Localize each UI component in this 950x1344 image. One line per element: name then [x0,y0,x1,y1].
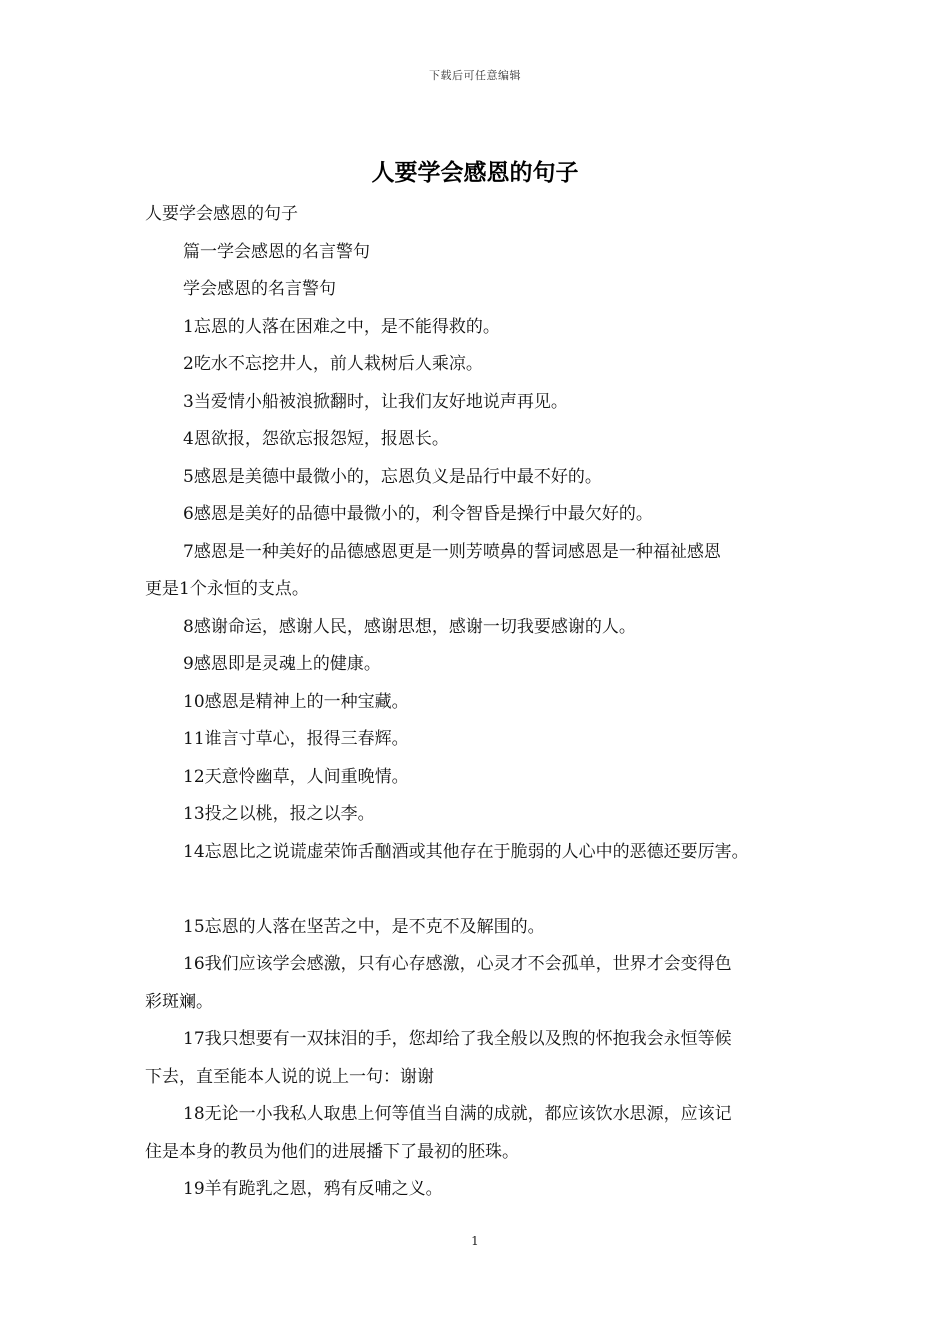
quote-item: 17我只想要有一双抹泪的手，您却给了我全般以及煦的怀抱我会永恒等候 [183,1029,732,1049]
quote-item: 3当爱情小船被浪掀翻时，让我们友好地说声再见。 [183,391,568,412]
quote-item: 5感恩是美德中最微小的，忘恩负义是品行中最不好的。 [183,466,602,487]
quote-item: 2吃水不忘挖井人，前人栽树后人乘凉。 [183,354,483,374]
quote-item-continuation: 更是1个永恒的支点。 [145,579,309,599]
quote-item: 4恩欲报，怨欲忘报怨短，报恩长。 [183,429,449,449]
document-body [145,196,810,1209]
quote-item: 12天意怜幽草，人间重晚情。 [183,766,409,787]
quote-item: 10感恩是精神上的一种宝藏。 [183,691,409,712]
quote-item: 1忘恩的人落在困难之中，是不能得救的。 [183,316,500,337]
quote-item-continuation: 彩斑斓。 [145,991,213,1012]
quote-item: 9感恩即是灵魂上的健康。 [183,654,381,674]
quote-item: 14忘恩比之说谎虚荣饰舌酗酒或其他存在于脆弱的人心中的恶德还要厉害。 [183,841,749,862]
page-header-note: 下载后可任意编辑 [429,69,521,82]
page-number: 1 [471,1234,479,1248]
quote-item: 13投之以桃，报之以李。 [183,804,375,824]
quote-item: 18无论一小我私人取患上何等值当自满的成就，都应该饮水思源，应该记 [183,1104,732,1124]
paragraph-subtitle: 人要学会感恩的句子 [145,204,298,224]
quote-item: 7感恩是一种美好的品德感恩更是一则芳喷鼻的誓词感恩是一种福祉感恩 [183,541,721,562]
quote-item: 19羊有跪乳之恩，鸦有反哺之义。 [183,1179,443,1199]
paragraph-list-heading: 学会感恩的名言警句 [183,279,336,299]
paragraph-section-heading: 篇一学会感恩的名言警句 [183,241,370,262]
quote-item: 15忘恩的人落在坚苦之中，是不克不及解围的。 [183,916,545,937]
quote-item-continuation: 住是本身的教员为他们的进展播下了最初的胚珠。 [145,1141,519,1162]
quote-item: 6感恩是美好的品德中最微小的，利令智昏是操行中最欠好的。 [183,504,653,524]
document-title: 人要学会感恩的句子 [371,159,579,186]
quote-item: 16我们应该学会感激，只有心存感激，心灵才不会孤单，世界才会变得色 [183,954,732,974]
blank-line [145,871,810,909]
quote-item: 8感谢命运，感谢人民，感谢思想，感谢一切我要感谢的人。 [183,616,636,637]
quote-item-continuation: 下去，直至能本人说的说上一句：谢谢 [145,1066,434,1087]
quote-item: 11谁言寸草心，报得三春辉。 [183,729,409,749]
